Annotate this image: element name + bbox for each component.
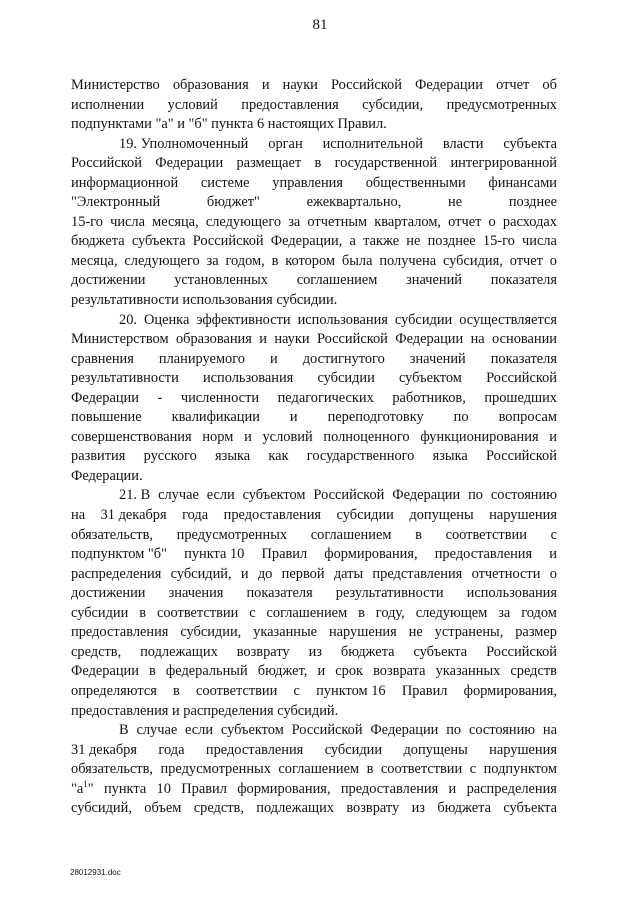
word: в <box>173 682 180 699</box>
word: и <box>317 663 326 680</box>
word: распределения <box>466 780 557 797</box>
word: Российской <box>71 155 142 172</box>
word: Российской <box>291 722 363 739</box>
word: Федерации <box>71 389 139 406</box>
word: эффективности <box>196 311 291 328</box>
word: числа <box>522 233 557 250</box>
word: определяются <box>71 682 157 699</box>
text-line <box>71 584 557 604</box>
word: субсидии <box>394 311 453 328</box>
word: предусмотренных <box>446 96 557 113</box>
word: возврату <box>346 800 400 817</box>
word: подлежащих <box>140 643 218 660</box>
word: из <box>308 643 322 660</box>
word: в <box>366 761 374 778</box>
word: предоставления <box>71 624 169 641</box>
text-line <box>71 291 557 311</box>
text-line <box>71 760 557 780</box>
word: Федерации <box>415 77 483 93</box>
word: 15-го <box>482 233 515 250</box>
word: соглашением <box>296 272 378 289</box>
word: с <box>293 682 300 699</box>
word: и <box>448 780 457 797</box>
word: предоставления <box>434 546 533 563</box>
word: условий <box>262 428 313 445</box>
word: числа <box>110 213 145 230</box>
word: результативности использования субсидии. <box>71 292 338 309</box>
word: котором <box>285 252 336 269</box>
word: Оценка <box>143 311 190 328</box>
word: указанных <box>435 663 501 680</box>
word: развития <box>71 448 126 465</box>
word: указанные <box>253 624 318 641</box>
word: возврата <box>373 663 426 680</box>
word: года <box>182 507 209 524</box>
word: показателя <box>490 350 557 367</box>
word: педагогических <box>277 389 374 406</box>
word: средств, <box>193 800 244 817</box>
word: предусмотренных <box>160 761 271 778</box>
word: бюджета <box>340 643 395 660</box>
word: управления <box>272 174 343 191</box>
word: возврату <box>236 643 290 660</box>
text-line <box>71 154 557 174</box>
word: получена <box>379 252 437 269</box>
word: соответствии <box>156 604 239 621</box>
word: Министерством <box>71 331 169 348</box>
text-line <box>71 702 557 722</box>
word: и <box>259 331 267 348</box>
text-line <box>71 623 557 643</box>
word: как <box>268 448 289 465</box>
paragraph-p-20 <box>71 311 557 487</box>
word: Федерации <box>395 331 464 348</box>
word: предоставления <box>205 741 304 758</box>
word: установленных <box>174 272 268 289</box>
word: средств <box>510 663 557 680</box>
word: подпунктами "а" и "б" пункта 6 настоящих Правил. <box>71 116 387 133</box>
word: и <box>549 546 557 563</box>
word: Федерации <box>370 722 439 739</box>
word: совершенствования <box>71 428 192 445</box>
word: Российской <box>486 643 557 660</box>
word: Российской <box>330 77 402 93</box>
word: подпунктом "б" <box>71 546 167 563</box>
word: до <box>257 565 273 582</box>
word: государственной <box>334 155 438 172</box>
text-line <box>71 780 557 800</box>
word: в <box>149 663 156 680</box>
word: субсидии, <box>362 96 424 113</box>
text-line <box>71 741 557 761</box>
word: была <box>341 252 373 269</box>
word: общественными <box>365 174 466 191</box>
word: субсидия, <box>442 252 503 269</box>
word: численности <box>180 389 260 406</box>
word: не <box>448 194 463 211</box>
word: и <box>244 428 252 445</box>
word: в <box>415 526 422 543</box>
word: месяца, <box>71 252 118 269</box>
word: отчет <box>448 213 482 230</box>
word: субсидии <box>317 370 375 387</box>
word: системе <box>200 174 250 191</box>
word: Федерации, <box>270 233 343 250</box>
word: Российской <box>486 370 557 387</box>
word: за <box>498 604 511 621</box>
word: с <box>469 761 477 778</box>
word: результативности <box>71 370 179 387</box>
word: полноценного <box>323 428 410 445</box>
word: с <box>550 526 557 543</box>
word: "$а^1$" <box>71 778 94 797</box>
word: пункта <box>103 780 147 797</box>
word: предоставления <box>340 780 439 797</box>
word: даты <box>333 565 364 582</box>
word: соглашением <box>278 761 360 778</box>
word: на <box>470 331 485 348</box>
word: 10 <box>156 780 171 797</box>
word: образования <box>175 331 252 348</box>
word: предоставления <box>241 96 339 113</box>
word: федеральный <box>165 663 248 680</box>
word: соответствии <box>196 682 278 699</box>
word: русского <box>143 448 197 465</box>
word: В <box>119 722 129 739</box>
word: повышение <box>71 409 142 426</box>
word: подпунктом <box>483 761 557 778</box>
word: кварталом, <box>374 213 442 230</box>
word: и <box>261 77 270 93</box>
word: науки <box>282 77 318 93</box>
word: формирования, <box>324 546 418 563</box>
word: предусмотренных <box>176 526 288 543</box>
word: субсидий, <box>170 565 232 582</box>
word: обязательств, <box>71 526 153 543</box>
word: Федерации. <box>71 467 143 484</box>
word: функционирования <box>420 428 539 445</box>
word: об <box>542 77 557 93</box>
word: исполнительной <box>322 135 423 152</box>
text-line <box>71 799 557 819</box>
word: исполнении <box>71 96 145 113</box>
text-line <box>71 389 557 409</box>
footer-filename: 28012931.doc <box>70 868 121 877</box>
word: формирования, <box>463 682 557 699</box>
word: Федерации <box>392 487 461 504</box>
word: бюджет" <box>206 194 260 211</box>
word: - <box>157 389 163 406</box>
text-line <box>71 662 557 682</box>
word: первой <box>281 565 325 582</box>
text-line <box>71 135 557 155</box>
word: не <box>406 233 421 250</box>
word: позднее <box>508 194 557 211</box>
word: соответствии <box>445 526 527 543</box>
word: из <box>411 800 425 817</box>
text-line <box>71 643 557 663</box>
word: Министерство <box>71 77 160 93</box>
word: за <box>206 252 219 269</box>
word: субъекта <box>503 135 557 152</box>
word: и <box>270 350 278 367</box>
word: на <box>71 507 86 524</box>
text-line <box>71 232 557 252</box>
document-body <box>71 76 557 819</box>
word: нарушения <box>489 507 557 524</box>
text-line <box>71 682 557 702</box>
word: субъектом <box>242 487 306 504</box>
word: соглашением <box>310 526 392 543</box>
text-line <box>71 174 557 194</box>
word: обязательств, <box>71 761 153 778</box>
word: 21. В <box>119 487 151 504</box>
word: в <box>271 252 279 269</box>
word: следующем <box>415 604 488 621</box>
text-line <box>71 526 557 546</box>
word: за <box>288 213 301 230</box>
word: случае <box>158 487 199 504</box>
word: планируемого <box>158 350 245 367</box>
word: достижении <box>71 585 146 602</box>
word: если <box>185 722 214 739</box>
word: соглашением <box>266 604 348 621</box>
word: и <box>289 409 298 426</box>
word: науки <box>274 331 310 348</box>
paragraph-p-21-second <box>71 721 557 819</box>
word: Федерации <box>71 663 139 680</box>
word: использования <box>202 370 294 387</box>
word: достижении <box>71 272 146 289</box>
text-line <box>71 408 557 428</box>
word: орган <box>268 135 303 152</box>
word: пунктом 16 <box>316 682 386 699</box>
word: бюджета <box>71 233 125 250</box>
word: году, <box>375 604 405 621</box>
word: 31 декабря <box>71 741 137 758</box>
word: срок <box>335 663 364 680</box>
word: и <box>549 428 557 445</box>
word: осуществляется <box>459 311 557 328</box>
word: бюджета <box>437 800 491 817</box>
word: состоянию <box>468 722 536 739</box>
word: 15-го <box>71 213 103 230</box>
text-line <box>71 350 557 370</box>
word: годом <box>521 604 557 621</box>
word: месяца, <box>152 213 199 230</box>
word: по <box>468 487 483 504</box>
word: образования <box>172 77 249 93</box>
word: "Электронный <box>71 194 161 211</box>
word: и <box>240 565 249 582</box>
word: отчетности <box>471 565 541 582</box>
text-line <box>71 76 557 96</box>
word: также <box>363 233 400 250</box>
word: 20. <box>119 311 137 328</box>
word: в <box>358 604 365 621</box>
word: а <box>349 233 356 250</box>
word: прошедших <box>484 389 557 406</box>
word: субъекта <box>131 233 186 250</box>
word: субсидии <box>324 741 383 758</box>
word: финансами <box>488 174 557 191</box>
word: интегрированной <box>450 155 557 172</box>
word: устранены, <box>434 624 504 641</box>
word: работников, <box>392 389 466 406</box>
text-line <box>71 506 557 526</box>
paragraph-p-19 <box>71 135 557 311</box>
word: соответствии <box>380 761 463 778</box>
word: размер <box>515 624 557 641</box>
text-line <box>71 428 557 448</box>
word: допущены <box>409 507 474 524</box>
text-line <box>71 115 557 135</box>
text-line <box>71 213 557 233</box>
word: отчет <box>496 77 530 93</box>
word: следующего <box>124 252 200 269</box>
word: распределения <box>71 565 162 582</box>
word: о <box>549 565 557 582</box>
word: переподготовку <box>327 409 424 426</box>
word: языка <box>215 448 251 465</box>
word: использования <box>466 585 557 602</box>
word: Правил <box>401 682 448 699</box>
word: в <box>314 155 322 172</box>
word: средств, <box>71 643 122 660</box>
word: случае <box>136 722 178 739</box>
word: по <box>453 409 469 426</box>
word: о <box>549 252 557 269</box>
word: расходах <box>502 213 557 230</box>
text-line <box>71 369 557 389</box>
word: следующего <box>205 213 282 230</box>
word: на <box>542 722 557 739</box>
word: допущены <box>403 741 468 758</box>
page-number: 81 <box>312 17 328 33</box>
word: власти <box>442 135 484 152</box>
text-line <box>71 330 557 350</box>
word: 31 декабря <box>100 507 167 524</box>
word: Российской <box>192 233 264 250</box>
word: субъектом <box>398 370 462 387</box>
word: сравнения <box>71 350 134 367</box>
word: достигнутого <box>302 350 385 367</box>
word: субъекта <box>413 643 468 660</box>
word: годом, <box>225 252 265 269</box>
word: субъектом <box>220 722 284 739</box>
word: пункта 10 <box>184 546 245 563</box>
word: с <box>249 604 256 621</box>
word: условий <box>167 96 218 113</box>
word: нарушения <box>328 624 397 641</box>
text-line <box>71 447 557 467</box>
word: субсидии <box>71 604 129 621</box>
word: представления <box>372 565 463 582</box>
text-line <box>71 311 557 331</box>
word: бюджет, <box>257 663 308 680</box>
text-line <box>71 604 557 624</box>
word: Российской <box>316 331 388 348</box>
word: Правил <box>181 780 227 797</box>
word: квалификации <box>171 409 260 426</box>
word: ежеквартально, <box>306 194 402 211</box>
text-line <box>71 721 557 741</box>
word: субсидий, <box>71 800 132 817</box>
word: состоянию <box>490 487 557 504</box>
word: Правил <box>261 546 308 563</box>
word: о <box>488 213 496 230</box>
word: не <box>408 624 423 641</box>
text-line <box>71 545 557 565</box>
word: вопросам <box>498 409 557 426</box>
word: Федерации <box>155 155 224 172</box>
text-line <box>71 467 557 487</box>
word: субсидии <box>336 507 394 524</box>
word: Российской <box>313 487 385 504</box>
word: предоставления <box>223 507 322 524</box>
text-line <box>71 96 557 116</box>
word: субсидии, <box>180 624 242 641</box>
word: показателя <box>490 272 557 289</box>
word: языка <box>432 448 468 465</box>
text-line <box>71 565 557 585</box>
word: отчет <box>509 252 543 269</box>
word: субъекта <box>503 800 557 817</box>
word: если <box>206 487 235 504</box>
word: года <box>158 741 185 758</box>
word: размещает <box>236 155 302 172</box>
word: результативности <box>335 585 444 602</box>
word: позднее <box>427 233 476 250</box>
text-line <box>71 252 557 272</box>
word: государственного <box>306 448 415 465</box>
text-line <box>71 486 557 506</box>
word: в <box>139 604 147 621</box>
paragraph-p-21 <box>71 486 557 721</box>
word: отчетным <box>307 213 368 230</box>
word: показателя <box>246 585 313 602</box>
word: формирования, <box>237 780 331 797</box>
word: использования <box>297 311 388 328</box>
word: объем <box>144 800 182 817</box>
word: значения <box>168 585 224 602</box>
word: информационной <box>71 174 179 191</box>
word: подлежащих <box>256 800 334 817</box>
word: значений <box>409 350 466 367</box>
text-line <box>71 271 557 291</box>
word: 19. Уполномоченный <box>119 135 249 152</box>
word: Российской <box>486 448 557 465</box>
text-line <box>71 193 557 213</box>
word: норм <box>202 428 234 445</box>
word: предоставления и распределения субсидий. <box>71 702 339 719</box>
word: по <box>446 722 462 739</box>
paragraph-p-continuation <box>71 76 557 135</box>
word: основании <box>492 331 557 348</box>
word: нарушения <box>489 741 557 758</box>
word: значений <box>406 272 463 289</box>
